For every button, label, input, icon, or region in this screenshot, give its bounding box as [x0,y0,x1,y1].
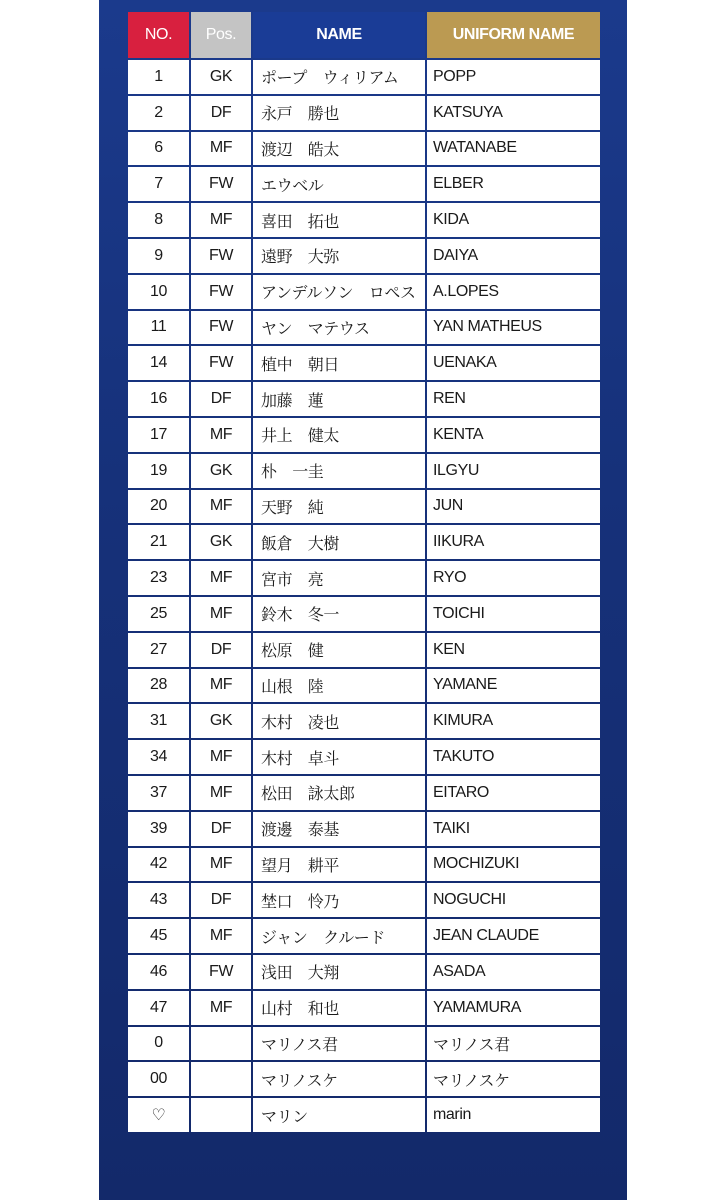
header-uniform-name: UNIFORM NAME [427,12,600,58]
player-name: ジャン クルード [253,919,425,953]
player-uniform-name: TAIKI [427,812,600,846]
player-uniform-name: YAN MATHEUS [427,311,600,345]
table-row [128,955,600,989]
table-row [128,776,600,810]
player-name: 永戸 勝也 [253,96,425,130]
player-number: 20 [128,490,189,524]
player-position: FW [191,239,251,273]
player-position: MF [191,597,251,631]
player-name: 望月 耕平 [253,848,425,882]
table-row [128,740,600,774]
player-position: MF [191,919,251,953]
player-uniform-name: marin [427,1098,600,1132]
player-uniform-name: MOCHIZUKI [427,848,600,882]
player-uniform-name: REN [427,382,600,416]
player-name: 埜口 怜乃 [253,883,425,917]
player-name: 渡邊 泰基 [253,812,425,846]
table-row [128,203,600,237]
table-row [128,704,600,738]
player-position: MF [191,418,251,452]
player-name: 天野 純 [253,490,425,524]
player-uniform-name: ELBER [427,167,600,201]
player-number: 21 [128,525,189,559]
table-row [128,1098,600,1132]
player-name: 宮市 亮 [253,561,425,595]
player-uniform-name: TAKUTO [427,740,600,774]
player-name: マリノス君 [253,1027,425,1061]
player-uniform-name: KIMURA [427,704,600,738]
player-number: 6 [128,132,189,166]
player-uniform-name: JEAN CLAUDE [427,919,600,953]
table-row [128,454,600,488]
player-name: アンデルソン ロペス [253,275,425,309]
player-name: エウベル [253,167,425,201]
player-number: 28 [128,669,189,703]
player-uniform-name: NOGUCHI [427,883,600,917]
player-name: 植中 朝日 [253,346,425,380]
player-uniform-name: TOICHI [427,597,600,631]
player-position: DF [191,812,251,846]
player-name: 浅田 大翔 [253,955,425,989]
player-number: 16 [128,382,189,416]
player-position: FW [191,311,251,345]
player-uniform-name: KEN [427,633,600,667]
table-row [128,633,600,667]
header-number: NO. [128,12,189,58]
player-position: FW [191,167,251,201]
table-row [128,669,600,703]
player-name: 飯倉 大樹 [253,525,425,559]
table-row [128,60,600,94]
player-name: 朴 一圭 [253,454,425,488]
table-row [128,167,600,201]
table-row [128,96,600,130]
player-number: 8 [128,203,189,237]
table-header-row [128,12,600,58]
player-name: ヤン マテウス [253,311,425,345]
table-row [128,239,600,273]
player-uniform-name: マリノス君 [427,1027,600,1061]
player-name: 鈴木 冬一 [253,597,425,631]
player-number: 11 [128,311,189,345]
player-position: GK [191,704,251,738]
player-position [191,1062,251,1096]
table-row [128,1027,600,1061]
player-position: FW [191,275,251,309]
roster-table [126,10,602,1134]
player-uniform-name: POPP [427,60,600,94]
player-name: 山根 陸 [253,669,425,703]
player-uniform-name: RYO [427,561,600,595]
player-name: マリン [253,1098,425,1132]
player-uniform-name: WATANABE [427,132,600,166]
player-uniform-name: ILGYU [427,454,600,488]
player-number: 39 [128,812,189,846]
table-row [128,132,600,166]
table-row [128,275,600,309]
player-uniform-name: DAIYA [427,239,600,273]
player-position: DF [191,96,251,130]
player-number: 00 [128,1062,189,1096]
player-name: 松原 健 [253,633,425,667]
table-row [128,525,600,559]
player-position: MF [191,669,251,703]
player-name: マリノスケ [253,1062,425,1096]
player-number: 37 [128,776,189,810]
player-position: MF [191,490,251,524]
player-uniform-name: YAMAMURA [427,991,600,1025]
player-number: 10 [128,275,189,309]
player-position [191,1098,251,1132]
player-uniform-name: IIKURA [427,525,600,559]
player-number: ♡ [128,1098,189,1132]
player-name: 松田 詠太郎 [253,776,425,810]
player-uniform-name: マリノスケ [427,1062,600,1096]
header-name: NAME [253,12,425,58]
player-name: 渡辺 皓太 [253,132,425,166]
player-name: 喜田 拓也 [253,203,425,237]
player-name: 木村 凌也 [253,704,425,738]
player-number: 14 [128,346,189,380]
player-position: MF [191,132,251,166]
table-row [128,382,600,416]
table-row [128,418,600,452]
player-uniform-name: A.LOPES [427,275,600,309]
player-position: DF [191,883,251,917]
player-position: GK [191,60,251,94]
player-number: 47 [128,991,189,1025]
player-position: GK [191,525,251,559]
table-row [128,848,600,882]
player-uniform-name: KATSUYA [427,96,600,130]
table-row [128,311,600,345]
table-row [128,490,600,524]
player-name: 山村 和也 [253,991,425,1025]
player-uniform-name: YAMANE [427,669,600,703]
table-row [128,346,600,380]
player-position: FW [191,955,251,989]
player-uniform-name: JUN [427,490,600,524]
table-row [128,883,600,917]
player-position: MF [191,848,251,882]
player-number: 0 [128,1027,189,1061]
player-position [191,1027,251,1061]
player-number: 34 [128,740,189,774]
player-position: MF [191,991,251,1025]
player-number: 19 [128,454,189,488]
player-number: 43 [128,883,189,917]
player-number: 9 [128,239,189,273]
player-position: DF [191,382,251,416]
player-position: MF [191,740,251,774]
player-number: 1 [128,60,189,94]
player-name: 木村 卓斗 [253,740,425,774]
player-name: ポープ ウィリアム [253,60,425,94]
player-number: 2 [128,96,189,130]
player-uniform-name: KENTA [427,418,600,452]
player-number: 31 [128,704,189,738]
table-row [128,919,600,953]
table-row [128,561,600,595]
player-position: GK [191,454,251,488]
header-position: Pos. [191,12,251,58]
roster-body [128,60,600,1132]
table-row [128,1062,600,1096]
player-position: FW [191,346,251,380]
table-row [128,991,600,1025]
player-number: 45 [128,919,189,953]
table-row [128,597,600,631]
player-uniform-name: KIDA [427,203,600,237]
player-position: MF [191,203,251,237]
player-number: 27 [128,633,189,667]
player-number: 23 [128,561,189,595]
player-uniform-name: ASADA [427,955,600,989]
player-name: 加藤 蓮 [253,382,425,416]
player-number: 42 [128,848,189,882]
player-number: 7 [128,167,189,201]
player-number: 46 [128,955,189,989]
table-row [128,812,600,846]
player-name: 遠野 大弥 [253,239,425,273]
player-position: DF [191,633,251,667]
player-name: 井上 健太 [253,418,425,452]
player-number: 17 [128,418,189,452]
player-number: 25 [128,597,189,631]
player-uniform-name: EITARO [427,776,600,810]
player-position: MF [191,561,251,595]
player-uniform-name: UENAKA [427,346,600,380]
player-position: MF [191,776,251,810]
